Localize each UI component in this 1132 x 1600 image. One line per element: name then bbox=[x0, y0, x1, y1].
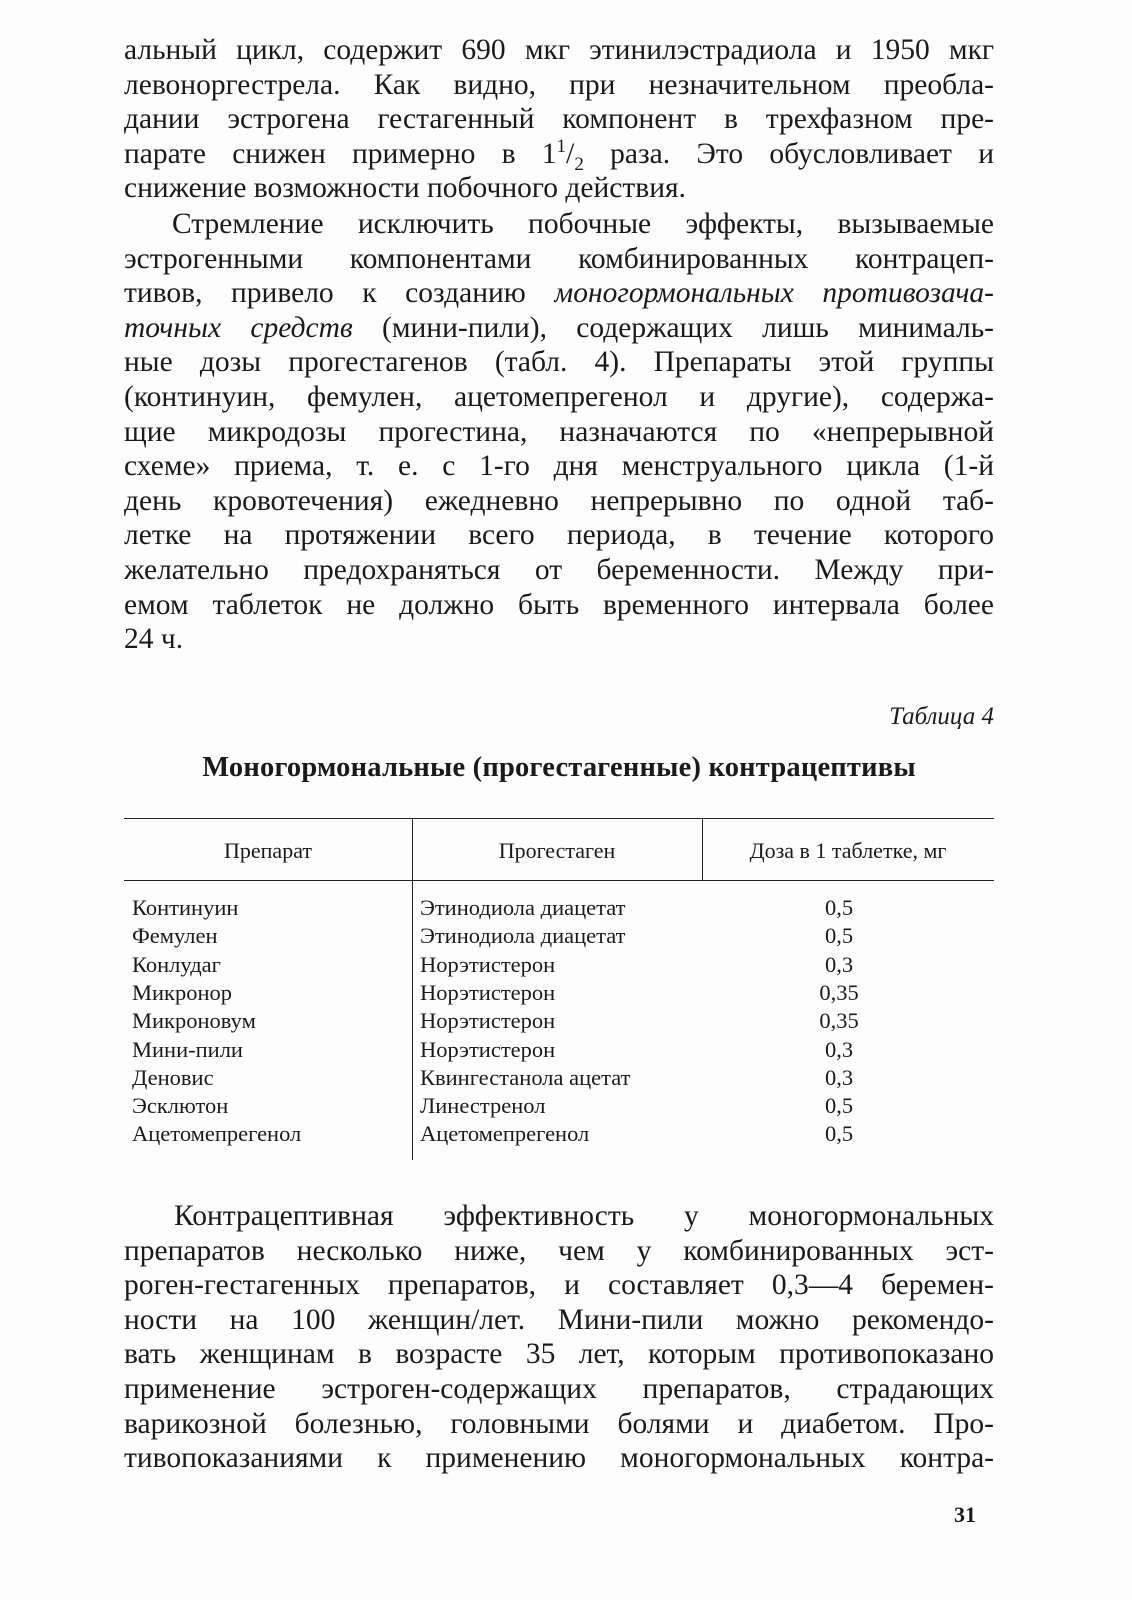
table-cell-progestagen: Квингестанола ацетат bbox=[420, 1064, 631, 1090]
text-line: эстрогенными компонентами комбинированных контрацеп- bbox=[124, 242, 994, 275]
text-line: ности на 100 женщин/лет. Мини-пили можно рекомендо- bbox=[124, 1303, 994, 1336]
text-line: щие микродозы прогестина, назначаются по «непрерывной bbox=[124, 415, 994, 448]
fraction-numerator: 1 bbox=[556, 135, 567, 157]
table-cell-progestagen: Ацетомепрегенол bbox=[420, 1121, 590, 1147]
paragraph-efficacy bbox=[124, 1199, 994, 1476]
text-line: тивопоказаниями к применению моногормональных контра- bbox=[124, 1442, 994, 1475]
text-line: желательно предохраняться от беременности. Между при- bbox=[124, 553, 994, 586]
table-cell-drug: Конлудаг bbox=[132, 951, 221, 977]
column-divider bbox=[412, 880, 413, 1160]
text-segment: парате снижен примерно в 1 bbox=[124, 137, 557, 170]
table-cell-drug: Ацетомепрегенол bbox=[132, 1121, 302, 1147]
table-cell-dose: 0,5 bbox=[824, 923, 854, 949]
text-line: снижение возможности побочного действия. bbox=[124, 172, 686, 205]
contraceptives-table bbox=[124, 818, 994, 1163]
fraction-one-half: $^1/_2$ bbox=[556, 135, 584, 175]
table-cell-progestagen: Норэтистерон bbox=[420, 979, 556, 1005]
table-cell-drug: Микронор bbox=[132, 979, 233, 1005]
italic-term: моногормональных противозача- bbox=[554, 277, 994, 310]
table-cell-dose: 0,35 bbox=[819, 1008, 859, 1034]
table-cell-progestagen: Этинодиола диацетат bbox=[420, 895, 626, 920]
text-line: применение эстроген-содержащих препаратов, страдающих bbox=[124, 1372, 994, 1405]
table-cell-drug: Эсклютон bbox=[132, 1093, 229, 1119]
text-segment: раза. Это обусловливает и bbox=[583, 137, 994, 170]
table-header-rule bbox=[124, 880, 994, 881]
table-cell-drug: Фемулен bbox=[132, 923, 218, 949]
table-cell-dose: 0,5 bbox=[824, 1093, 854, 1119]
table-cell-dose: 0,3 bbox=[824, 951, 854, 977]
text-line: ные дозы прогестагенов (табл. 4). Препараты этой группы bbox=[124, 346, 994, 379]
table-caption: Таблица 4 bbox=[889, 703, 994, 730]
text-line: дании эстрогена гестагенный компонент в трехфазном пре- bbox=[124, 103, 994, 136]
text-line: варикозной болезнью, головными болями и диабетом. Про- bbox=[124, 1407, 994, 1440]
table-cell-dose: 0,5 bbox=[824, 895, 854, 920]
text-line: левоноргестрела. Как видно, при незначительном преобла- bbox=[124, 68, 994, 101]
table-cell-progestagen: Этинодиола диацетат bbox=[420, 923, 626, 949]
text-line: вать женщинам в возрасте 35 лет, которым противопоказано bbox=[124, 1338, 994, 1371]
text-line: альный цикл, содержит 690 мкг этинилэстрадиола и 1950 мкг bbox=[124, 34, 994, 66]
table-title: Моногормональные (прогестагенные) контрацептивы bbox=[202, 752, 916, 783]
table-cell-drug: Континуин bbox=[132, 895, 239, 920]
paragraph-mini-pills bbox=[124, 207, 994, 657]
text-line: препаратов несколько ниже, чем у комбинированных эст- bbox=[124, 1234, 994, 1267]
table-cell-drug: Микроновум bbox=[132, 1008, 256, 1034]
table-cell-dose: 0,3 bbox=[824, 1064, 854, 1090]
table-cell-dose: 0,5 bbox=[824, 1121, 854, 1147]
table-cell-progestagen: Норэтистерон bbox=[420, 1008, 556, 1034]
table-top-rule bbox=[124, 818, 994, 819]
table-cell-progestagen: Линестренол bbox=[420, 1093, 546, 1119]
table-cell-drug: Деновис bbox=[132, 1064, 214, 1090]
column-header-dose: Доза в 1 таблетке, мг bbox=[749, 838, 947, 863]
table-cell-drug: Мини-пили bbox=[132, 1036, 243, 1062]
table-cell-dose: 0,35 bbox=[819, 979, 859, 1005]
table-cell-progestagen: Норэтистерон bbox=[420, 1036, 556, 1062]
table-cell-dose: 0,3 bbox=[824, 1036, 854, 1062]
text-line: летке на протяжении всего периода, в течение которого bbox=[124, 519, 994, 552]
paragraph-continuation bbox=[124, 33, 994, 206]
fraction-denominator: 2 bbox=[574, 153, 584, 175]
text-line: схеме» приема, т. е. с 1-го дня менструального цикла (1-й bbox=[124, 450, 994, 483]
italic-term: точных средств bbox=[124, 311, 353, 344]
text-line: емом таблеток не должно быть временного интервала более bbox=[124, 588, 994, 621]
text-line: Стремление исключить побочные эффекты, вызываемые bbox=[172, 208, 994, 240]
page-number: 31 bbox=[954, 1502, 976, 1527]
table-cell-progestagen: Норэтистерон bbox=[420, 951, 556, 977]
column-header-progestagen: Прогестаген bbox=[498, 838, 616, 863]
text-line: день кровотечения) ежедневно непрерывно по одной таб- bbox=[124, 484, 994, 517]
text-segment: (мини-пили), содержащих лишь минималь- bbox=[352, 311, 995, 344]
text-line: роген-гестагенных препаратов, и составляет 0,3—4 беремен- bbox=[124, 1269, 994, 1302]
text-line bbox=[124, 276, 994, 311]
text-line-with-fraction bbox=[124, 135, 994, 175]
text-line bbox=[124, 311, 994, 346]
text-line: (континуин, фемулен, ацетомепрегенол и другие), содержа- bbox=[124, 380, 994, 413]
text-line: 24 ч. bbox=[124, 623, 184, 656]
text-segment: тивов, привело к созданию bbox=[124, 277, 555, 310]
column-header-drug: Препарат bbox=[224, 838, 312, 863]
text-line: Контрацептивная эффективность у моногормональных bbox=[174, 1200, 994, 1232]
